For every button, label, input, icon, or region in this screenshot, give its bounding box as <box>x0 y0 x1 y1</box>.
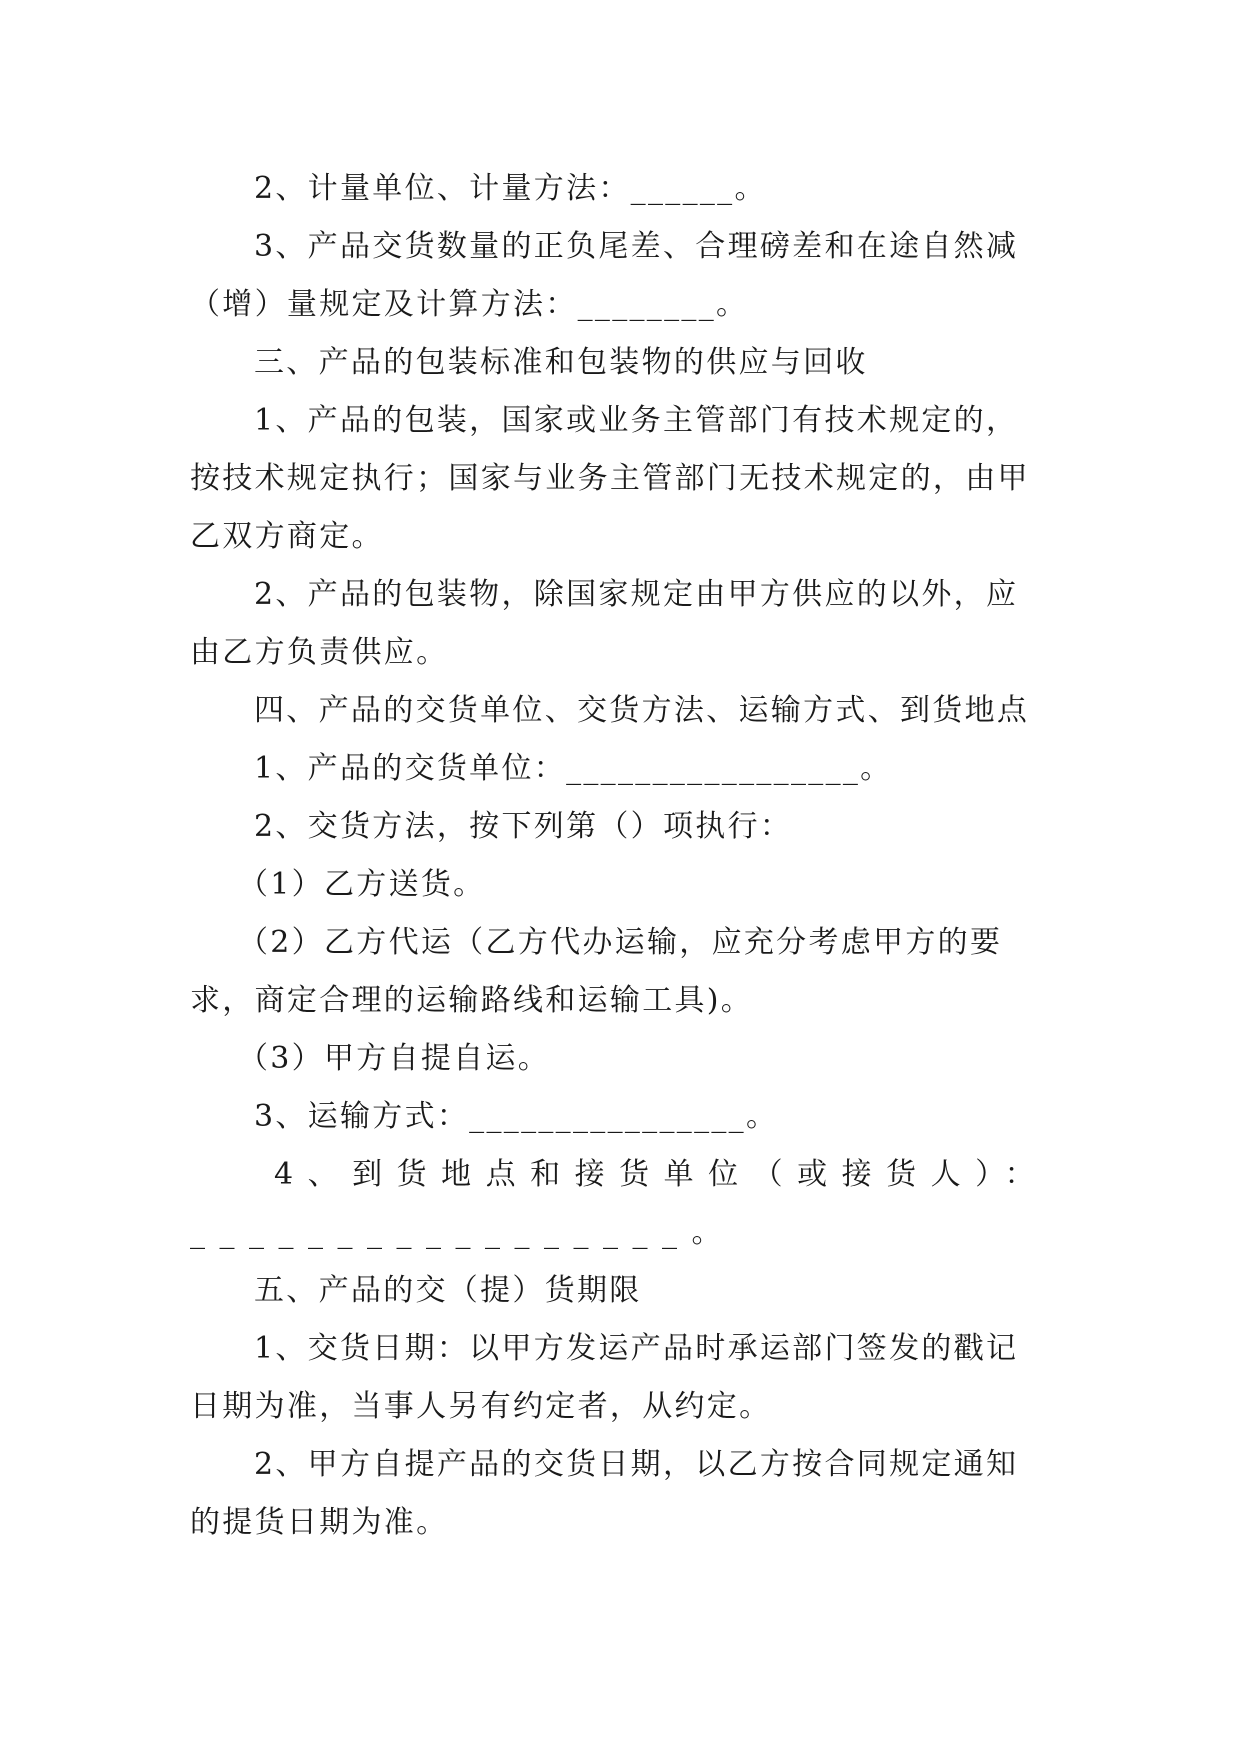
paragraph-destination: 4、到货地点和接货单位（或接货人）：_________________。 <box>190 1157 1050 1250</box>
paragraph-quantity-tolerance: 3、产品交货数量的正负尾差、合理磅差和在途自然减（增）量规定及计算方法：________。 <box>190 229 1019 322</box>
list-item-option-2: （2）乙方代运（乙方代办运输，应充分考虑甲方的要求，商定合理的运输路线和运输工具)。 <box>190 925 1003 1018</box>
paragraph-delivery-method: 2、交货方法，按下列第（）项执行： <box>254 809 793 844</box>
paragraph-pickup-date: 2、甲方自提产品的交货日期，以乙方按合同规定通知的提货日期为准。 <box>190 1447 1019 1540</box>
section-heading-packaging: 三、产品的包装标准和包装物的供应与回收 <box>254 345 868 380</box>
list-item-option-1: （1）乙方送货。 <box>238 867 486 902</box>
section-heading-delivery-period: 五、产品的交（提）货期限 <box>254 1273 642 1308</box>
paragraph-transport-method: 3、运输方式：________________。 <box>254 1099 779 1134</box>
paragraph-packaging-standard: 1、产品的包装，国家或业务主管部门有技术规定的，按技术规定执行；国家与业务主管部门无技术规定的，由甲乙双方商定。 <box>190 403 1030 554</box>
paragraph-packaging-supply: 2、产品的包装物，除国家规定由甲方供应的以外，应由乙方负责供应。 <box>190 577 1019 670</box>
paragraph-measurement-unit: 2、计量单位、计量方法：______。 <box>254 171 767 206</box>
paragraph-delivery-date: 1、交货日期：以甲方发运产品时承运部门签发的戳记日期为准，当事人另有约定者，从约定。 <box>190 1331 1019 1424</box>
paragraph-delivery-unit: 1、产品的交货单位：_________________。 <box>254 751 893 786</box>
section-heading-delivery: 四、产品的交货单位、交货方法、运输方式、到货地点 <box>254 693 1030 728</box>
list-item-option-3: （3）甲方自提自运。 <box>238 1041 551 1076</box>
document-body <box>190 160 1050 1552</box>
